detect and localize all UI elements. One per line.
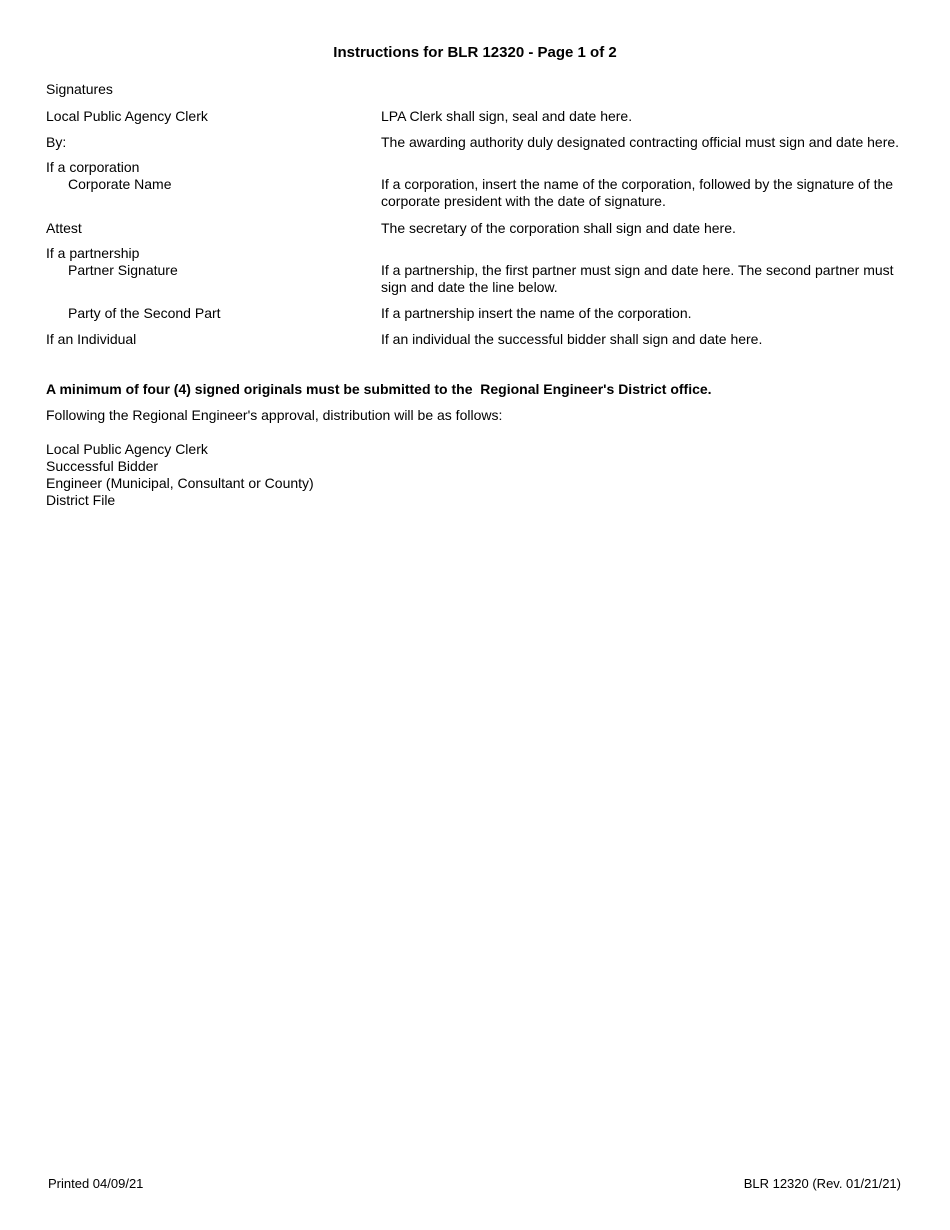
list-item: Local Public Agency Clerk (46, 441, 208, 457)
section-heading: Signatures (46, 81, 113, 97)
row-desc-lpa-clerk: LPA Clerk shall sign, seal and date here. (381, 108, 633, 124)
footer-form-id: BLR 12320 (Rev. 01/21/21) (743, 1176, 901, 1191)
row-desc-second-part: If a partnership insert the name of the corporation. (381, 305, 692, 321)
footer-printed-date: Printed 04/09/21 (48, 1176, 144, 1191)
list-item: District File (46, 492, 116, 508)
row-label-by: By: (46, 134, 67, 150)
row-desc-individual: If an individual the successful bidder shall sign and date here. (381, 331, 763, 347)
row-desc-partner-signature: If a partnership, the first partner must sign and date here. The second partner must sign and date the line below. (381, 262, 894, 295)
page-title: Instructions for BLR 12320 - Page 1 of 2 (333, 44, 617, 61)
row-label-second-part: Party of the Second Part (68, 305, 221, 321)
row-label-individual: If an Individual (46, 331, 137, 347)
row-desc-attest: The secretary of the corporation shall sign and date here. (381, 220, 736, 236)
list-item: Engineer (Municipal, Consultant or County) (46, 475, 314, 491)
group-label-corporation: If a corporation (46, 159, 140, 175)
group-label-partnership: If a partnership (46, 245, 140, 261)
row-label-partner-signature: Partner Signature (68, 262, 178, 278)
row-label-attest: Attest (46, 220, 82, 236)
notice-text: A minimum of four (4) signed originals must be submitted to the Regional Engineer's District office. (46, 381, 712, 397)
row-desc-by: The awarding authority duly designated contracting official must sign and date here. (381, 134, 900, 150)
distribution-list (46, 441, 314, 509)
row-desc-corporate-name: If a corporation, insert the name of the corporation, followed by the signature of the corporate president with the date of signature. (381, 176, 894, 209)
row-label-corporate-name: Corporate Name (68, 176, 172, 192)
list-item: Successful Bidder (46, 458, 159, 474)
row-label-lpa-clerk: Local Public Agency Clerk (46, 108, 208, 124)
distribution-intro: Following the Regional Engineer's approval, distribution will be as follows: (46, 407, 503, 423)
